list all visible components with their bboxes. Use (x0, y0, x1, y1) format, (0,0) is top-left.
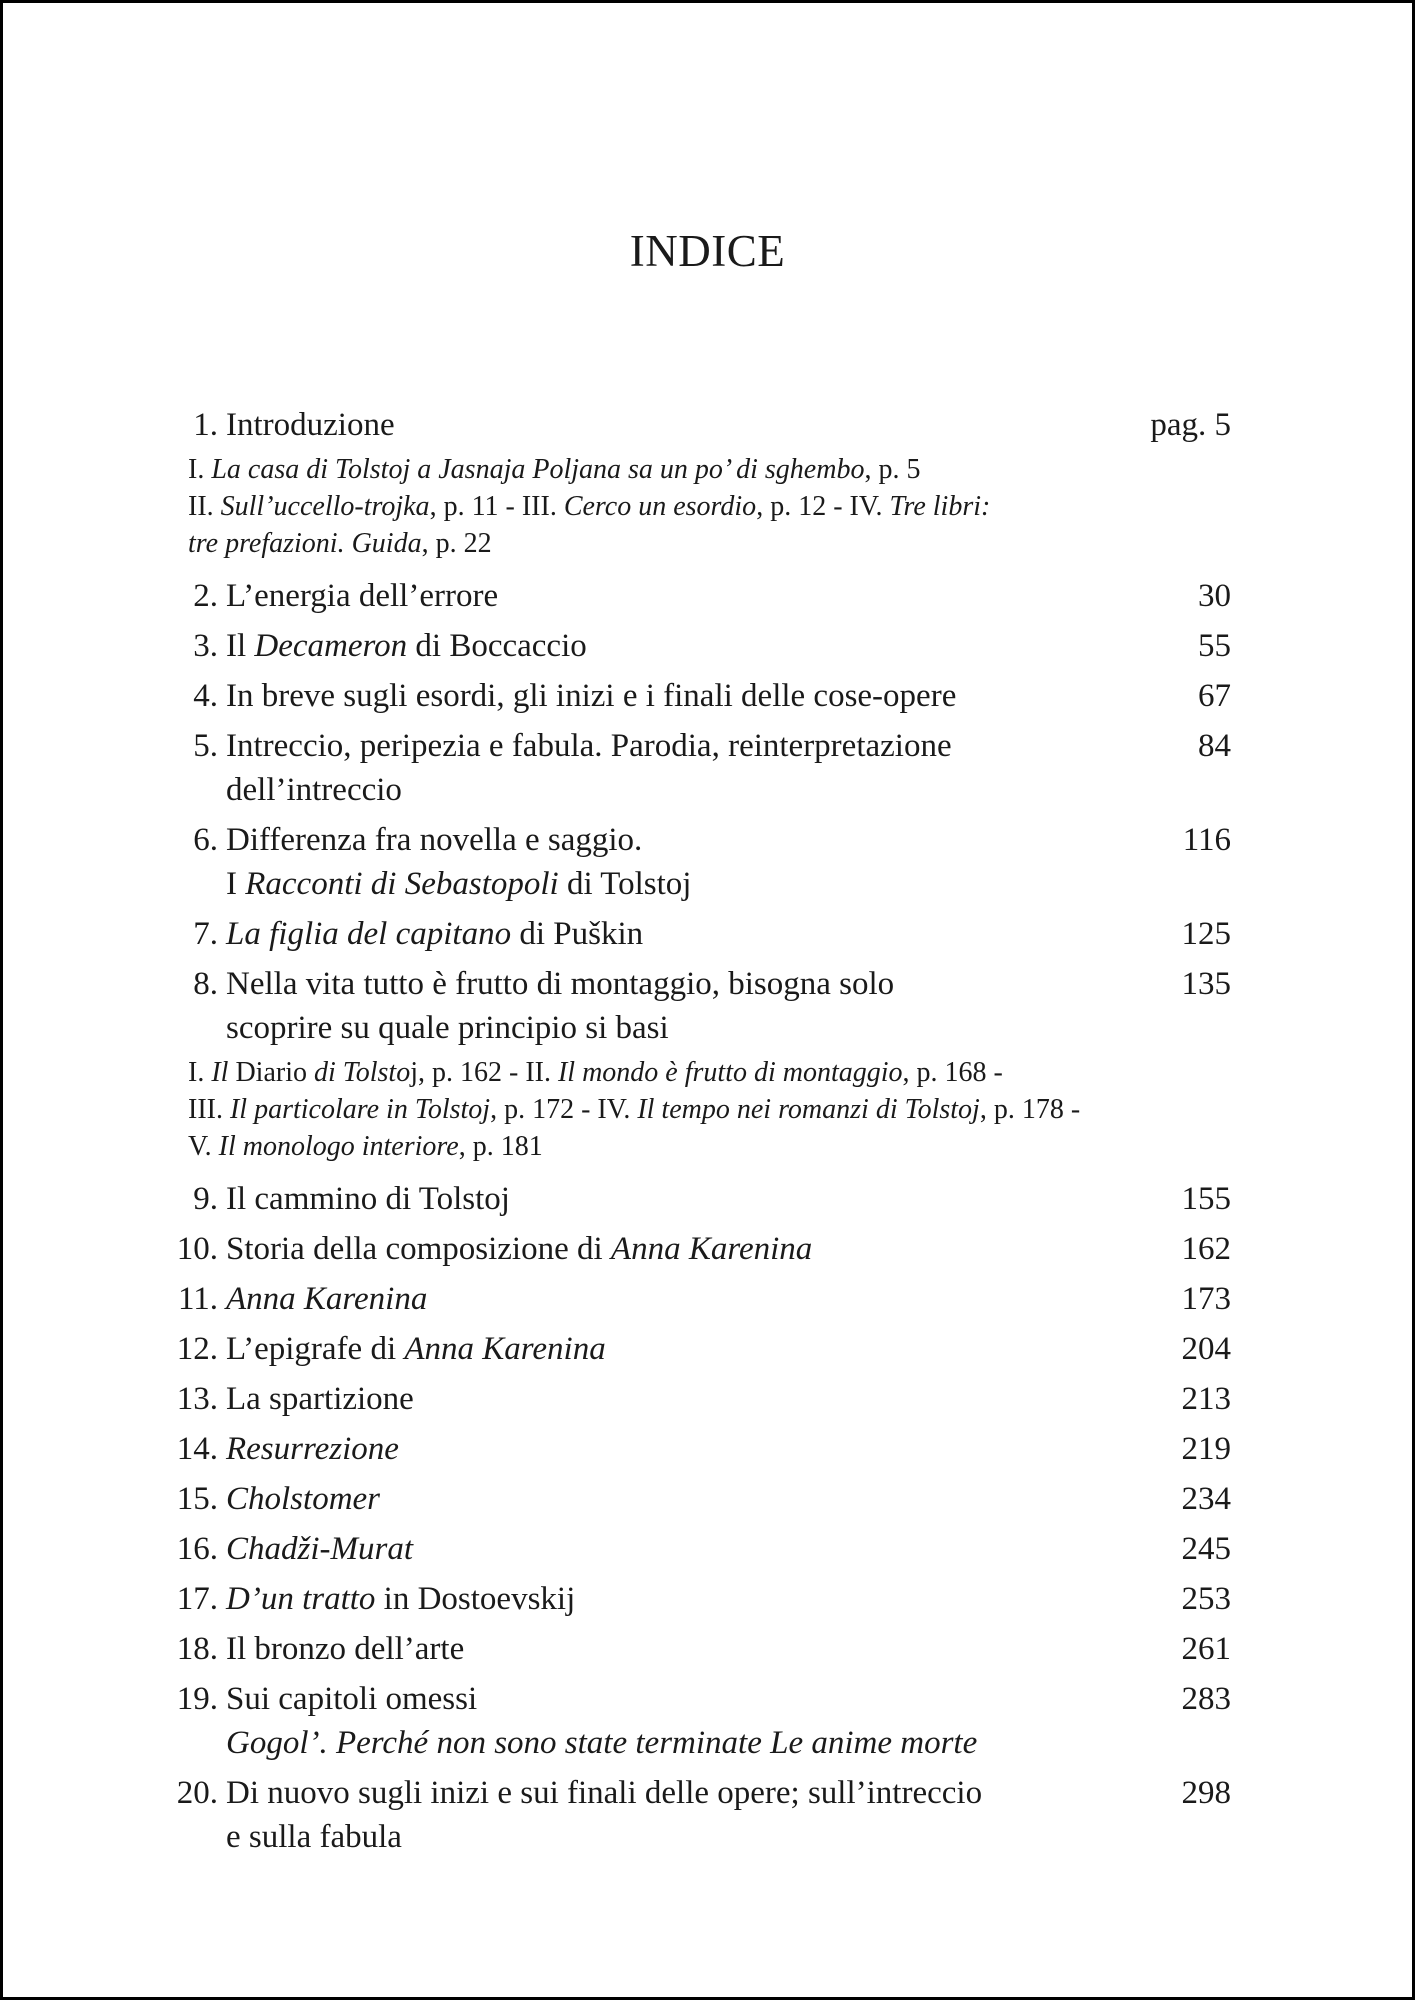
chapter-title-line (226, 1006, 1111, 1050)
section-line (188, 1128, 1151, 1165)
chapter-title (218, 674, 1231, 718)
text-segment: L’energia dell’errore (226, 578, 499, 614)
italic-text: Gogol’. Perché non sono state terminate Le anime morte (226, 1725, 978, 1761)
italic-text: Resurrezione (226, 1431, 399, 1467)
italic-text: Il mondo è frutto di montaggio (557, 1057, 903, 1088)
chapter-number: 8. (193, 966, 218, 1002)
chapter-title-line (226, 724, 1111, 768)
chapter-number: 2. (193, 578, 218, 614)
section-list (158, 451, 1231, 562)
text-segment: Nella vita tutto è frutto di montaggio, bisogna solo (226, 966, 895, 1002)
italic-text: Il monologo interiore (218, 1131, 459, 1162)
chapter-number: 15. (176, 1481, 218, 1517)
text-segment: V. (188, 1131, 219, 1162)
section-line (188, 1091, 1151, 1128)
chapter-title-line (226, 1527, 1111, 1571)
chapter-title (218, 1427, 1231, 1471)
section-line (188, 1054, 1151, 1091)
chapter-number: 13. (176, 1381, 218, 1417)
italic-text: tre prefazioni. Guida (188, 528, 422, 559)
chapter-title-line (226, 962, 1111, 1006)
chapter-title (218, 1477, 1231, 1521)
chapter-title (218, 1377, 1231, 1421)
chapter-title-line (226, 574, 1111, 618)
chapter-title (218, 1527, 1231, 1571)
chapter-title-line (226, 768, 1111, 812)
page-number: 30 (1198, 578, 1231, 614)
page-number: 135 (1181, 966, 1231, 1002)
page-number: 125 (1181, 916, 1231, 952)
chapter-title-line (226, 624, 1111, 668)
chapter-title (218, 1277, 1231, 1321)
toc-entry[interactable] (158, 818, 1231, 906)
page-number: 84 (1198, 728, 1231, 764)
chapter-title-line (226, 1627, 1111, 1671)
page-number: 261 (1181, 1631, 1231, 1667)
page-number: 67 (1198, 678, 1231, 714)
italic-text: Decameron (254, 628, 408, 664)
chapter-title-line (226, 1815, 1111, 1859)
chapter-title-line (226, 1227, 1111, 1271)
chapter-title-line (226, 862, 1111, 906)
chapter-number: 10. (176, 1231, 218, 1267)
text-segment: , p. 11 - III. (429, 491, 564, 522)
section-line (188, 488, 1151, 525)
text-segment: in Dostoevskij (375, 1581, 576, 1617)
chapter-number: 6. (193, 822, 218, 858)
toc-entry[interactable] (158, 724, 1231, 812)
text-segment: Il (226, 628, 255, 664)
toc-entry[interactable] (158, 912, 1231, 956)
italic-text: di Tolsto (313, 1057, 411, 1088)
chapter-title (218, 1771, 1231, 1859)
section-list (158, 1054, 1231, 1165)
text-segment: scoprire su quale principio si basi (226, 1010, 669, 1046)
italic-text: Cerco un esordio (563, 491, 757, 522)
text-segment: di Boccaccio (407, 628, 587, 664)
italic-text: Sull’uccello-trojka (220, 491, 430, 522)
chapter-number: 3. (193, 628, 218, 664)
page-number: 219 (1181, 1431, 1231, 1467)
chapter-number: 16. (176, 1531, 218, 1567)
chapter-title (218, 1677, 1231, 1765)
text-segment: di Puškin (511, 916, 644, 952)
page-title: INDICE (629, 226, 786, 276)
toc-entry[interactable] (158, 1527, 1231, 1571)
chapter-title-line (226, 403, 1111, 447)
text-segment: dell’intreccio (226, 772, 402, 808)
text-segment: Diario (228, 1057, 314, 1088)
section-line (188, 451, 1151, 488)
chapter-title-line (226, 1377, 1111, 1421)
page-number: 253 (1181, 1581, 1231, 1617)
chapter-title (218, 574, 1231, 618)
text-segment: , p. 172 - IV. (490, 1094, 638, 1125)
chapter-title (218, 1177, 1231, 1221)
toc-entry[interactable] (158, 1427, 1231, 1471)
chapter-title-line (226, 1177, 1111, 1221)
chapter-number: 19. (176, 1681, 218, 1717)
chapter-title (218, 1627, 1231, 1671)
text-segment: Di nuovo sugli inizi e sui finali delle opere; sull’intreccio (226, 1775, 983, 1811)
chapter-number: 11. (177, 1281, 218, 1317)
italic-text: Il particolare in Tolstoj (229, 1094, 491, 1125)
toc-entry[interactable] (158, 574, 1231, 618)
text-segment: L’epigrafe di (226, 1331, 405, 1367)
chapter-title (218, 818, 1231, 906)
text-segment: Il cammino di Tolstoj (226, 1181, 510, 1217)
italic-text: Cholstomer (226, 1481, 381, 1517)
chapter-title (218, 912, 1231, 956)
toc-entry[interactable] (158, 962, 1231, 1050)
section-line (188, 525, 1151, 562)
chapter-title-line (226, 1327, 1111, 1371)
italic-text: Tre libri: (889, 491, 991, 522)
text-segment: Differenza fra novella e saggio. (226, 822, 643, 858)
italic-text: Chadži-Murat (226, 1531, 414, 1567)
chapter-title-line (226, 1721, 1111, 1765)
chapter-number: 7. (193, 916, 218, 952)
italic-text: Il (211, 1057, 229, 1088)
toc-entry[interactable] (158, 1477, 1231, 1521)
chapter-title (218, 962, 1231, 1050)
toc-entry[interactable] (158, 1177, 1231, 1221)
chapter-title-line (226, 1477, 1111, 1521)
chapter-number: 14. (176, 1431, 218, 1467)
page-number: 245 (1181, 1531, 1231, 1567)
text-segment: Storia della composizione di (226, 1231, 611, 1267)
text-segment: I. (188, 454, 212, 485)
page-number: 234 (1181, 1481, 1231, 1517)
chapter-title (218, 1227, 1231, 1271)
text-segment: Il bronzo dell’arte (226, 1631, 465, 1667)
toc-entry[interactable] (158, 1771, 1231, 1859)
chapter-title-line (226, 1427, 1111, 1471)
text-segment: , p. 181 (458, 1131, 543, 1162)
text-segment: La spartizione (226, 1381, 414, 1417)
chapter-title (218, 724, 1231, 812)
text-segment: , p. 5 (864, 454, 921, 485)
chapter-title (218, 1577, 1231, 1621)
text-segment: , p. 178 - (979, 1094, 1081, 1125)
italic-text: D’un tratto (226, 1581, 376, 1617)
page-number: 55 (1198, 628, 1231, 664)
chapter-number: 20. (176, 1775, 218, 1811)
text-segment: e sulla fabula (226, 1819, 402, 1855)
chapter-title (218, 1327, 1231, 1371)
page-number: 116 (1182, 822, 1231, 858)
text-segment: II. (188, 491, 221, 522)
text-segment: j, p. 162 - II. (410, 1057, 558, 1088)
page-number: 283 (1181, 1681, 1231, 1717)
chapter-number: 1. (193, 407, 218, 443)
text-segment: Introduzione (226, 407, 395, 443)
chapter-title-line (226, 1677, 1111, 1721)
chapter-title (218, 403, 1231, 447)
toc-entry[interactable] (158, 1377, 1231, 1421)
chapter-title (218, 624, 1231, 668)
italic-text: La casa di Tolstoj a Jasnaja Poljana sa un po’ di sghembo (211, 454, 865, 485)
page-number: 213 (1181, 1381, 1231, 1417)
toc-entry[interactable] (158, 403, 1231, 447)
chapter-title-line (226, 912, 1111, 956)
toc-entry[interactable] (158, 1577, 1231, 1621)
table-of-contents (158, 403, 1231, 1865)
text-segment: di Tolstoj (558, 866, 692, 902)
italic-text: Anna Karenina (226, 1281, 428, 1317)
chapter-number: 17. (176, 1581, 218, 1617)
chapter-title-line (226, 1277, 1111, 1321)
toc-entry[interactable] (158, 624, 1231, 668)
chapter-number: 12. (176, 1331, 218, 1367)
chapter-number: 18. (176, 1631, 218, 1667)
chapter-number: 9. (193, 1181, 218, 1217)
chapter-title-line (226, 674, 1111, 718)
italic-text: Il tempo nei romanzi di Tolstoj (637, 1094, 980, 1125)
text-segment: III. (188, 1094, 230, 1125)
italic-text: La figlia del capitano (226, 916, 512, 952)
chapter-title-line (226, 1771, 1111, 1815)
page-number: pag. 5 (1150, 407, 1231, 443)
text-segment: I. (188, 1057, 212, 1088)
toc-entry[interactable] (158, 1677, 1231, 1765)
italic-text: Racconti di Sebastopoli (245, 866, 559, 902)
chapter-title-line (226, 818, 1111, 862)
page-number: 298 (1181, 1775, 1231, 1811)
italic-text: Anna Karenina (610, 1231, 813, 1267)
chapter-number: 5. (193, 728, 218, 764)
text-segment: I (226, 866, 246, 902)
page-number: 162 (1181, 1231, 1231, 1267)
toc-entry[interactable] (158, 1227, 1231, 1271)
text-segment: Sui capitoli omessi (226, 1681, 478, 1717)
toc-entry[interactable] (158, 1327, 1231, 1371)
toc-entry[interactable] (158, 674, 1231, 718)
text-segment: In breve sugli esordi, gli inizi e i finali delle cose-opere (226, 678, 957, 714)
page-number: 204 (1181, 1331, 1231, 1367)
page-number: 173 (1181, 1281, 1231, 1317)
toc-entry[interactable] (158, 1627, 1231, 1671)
text-segment: , p. 168 - (902, 1057, 1003, 1088)
chapter-number: 4. (193, 678, 218, 714)
page-number: 155 (1181, 1181, 1231, 1217)
text-segment: , p. 22 (421, 528, 492, 559)
toc-entry[interactable] (158, 1277, 1231, 1321)
text-segment: , p. 12 - IV. (756, 491, 890, 522)
chapter-title-line (226, 1577, 1111, 1621)
italic-text: Anna Karenina (404, 1331, 606, 1367)
text-segment: Intreccio, peripezia e fabula. Parodia, reinterpretazione (226, 728, 952, 764)
